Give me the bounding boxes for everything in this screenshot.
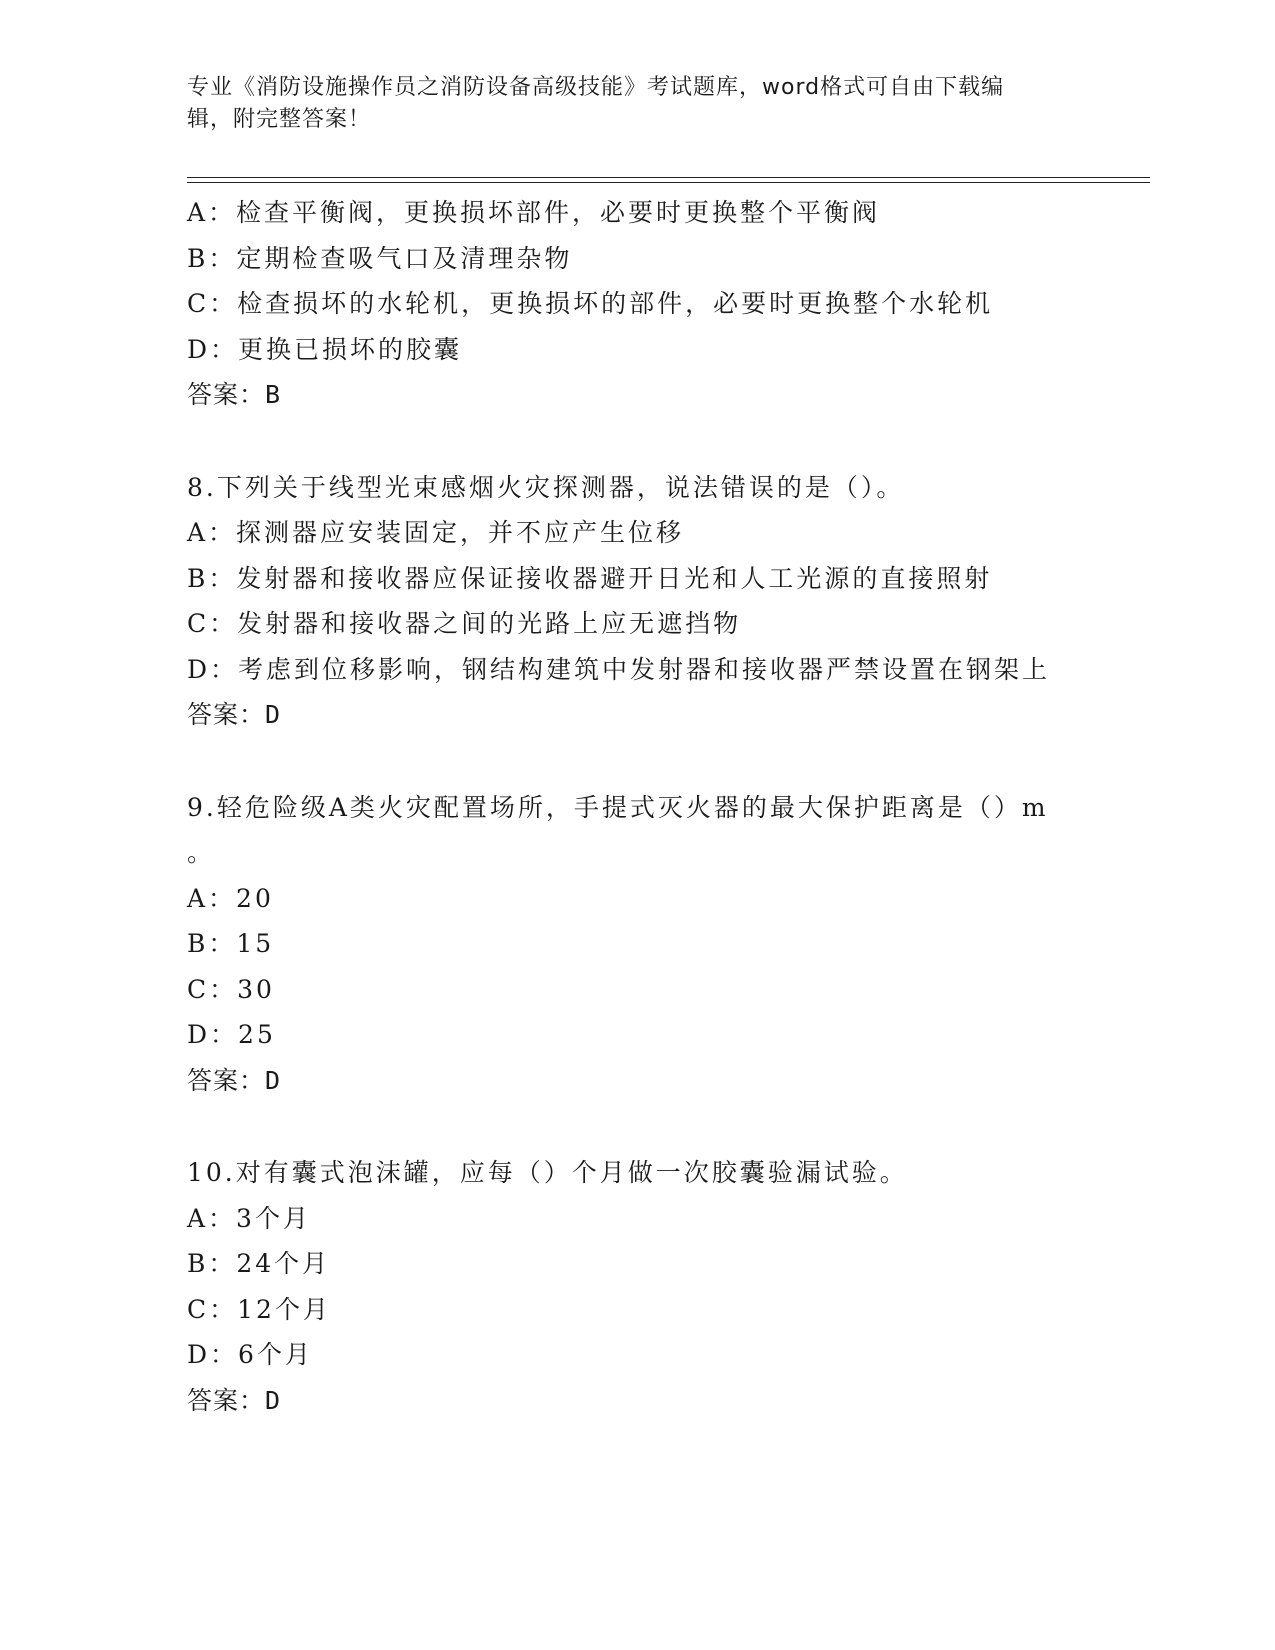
option-d: D：考虑到位移影响，钢结构建筑中发射器和接收器严禁设置在钢架上	[187, 654, 1051, 684]
answer-line	[187, 1058, 1087, 1104]
question-text-line-1: 9.轻危险级A类火灾配置场所，手提式灭火器的最大保护距离是（）m	[187, 792, 1049, 822]
answer-value: D	[265, 1065, 282, 1095]
question-8	[187, 465, 1087, 738]
header-line-1: 专业《消防设施操作员之消防设备高级技能》考试题库，word格式可自由下载编	[187, 75, 1005, 100]
answer-line	[187, 692, 1087, 738]
question-7	[187, 190, 1087, 418]
option-b: B：定期检查吸气口及清理杂物	[187, 243, 573, 273]
option-a: A：3个月	[187, 1203, 311, 1233]
answer-value: D	[265, 700, 282, 729]
answer-label: 答案：	[187, 700, 266, 729]
answer-label: 答案：	[187, 1385, 266, 1415]
option-d: D：6个月	[187, 1340, 313, 1369]
question-text-line-2: 。	[187, 838, 216, 867]
header-line-2: 辑，附完整答案！	[187, 107, 372, 132]
option-c: C：30	[187, 974, 275, 1004]
answer-value: D	[265, 1385, 282, 1415]
question-9	[187, 785, 1087, 1104]
option-b: B：15	[187, 929, 275, 958]
document-header	[187, 72, 1067, 136]
answer-label: 答案：	[187, 1065, 266, 1095]
header-divider-top	[187, 177, 1150, 178]
option-d: D：更换已损坏的胶囊	[187, 334, 463, 364]
question-text: 10.对有囊式泡沫罐，应每（）个月做一次胶囊验漏试验。	[187, 1158, 908, 1187]
option-d: D：25	[187, 1020, 276, 1049]
answer-line	[187, 372, 1087, 418]
answer-value: B	[265, 380, 282, 409]
option-b: B：24个月	[187, 1249, 331, 1278]
header-divider-bottom	[187, 182, 1150, 183]
option-a: A：探测器应安装固定，并不应产生位移	[187, 518, 685, 547]
question-text: 8.下列关于线型光束感烟火灾探测器，说法错误的是（）。	[187, 472, 905, 502]
option-c: C：12个月	[187, 1294, 331, 1324]
option-a: A：检查平衡阀，更换损坏部件，必要时更换整个平衡阀	[187, 198, 881, 227]
option-b: B：发射器和接收器应保证接收器避开日光和人工光源的直接照射	[187, 563, 993, 593]
option-a: A：20	[187, 883, 274, 913]
question-10	[187, 1150, 1087, 1423]
answer-line	[187, 1378, 1087, 1424]
option-c: C：检查损坏的水轮机，更换损坏的部件，必要时更换整个水轮机	[187, 289, 994, 318]
question-list	[187, 190, 1087, 1423]
option-c: C：发射器和接收器之间的光路上应无遮挡物	[187, 609, 742, 638]
answer-label: 答案：	[187, 380, 266, 409]
